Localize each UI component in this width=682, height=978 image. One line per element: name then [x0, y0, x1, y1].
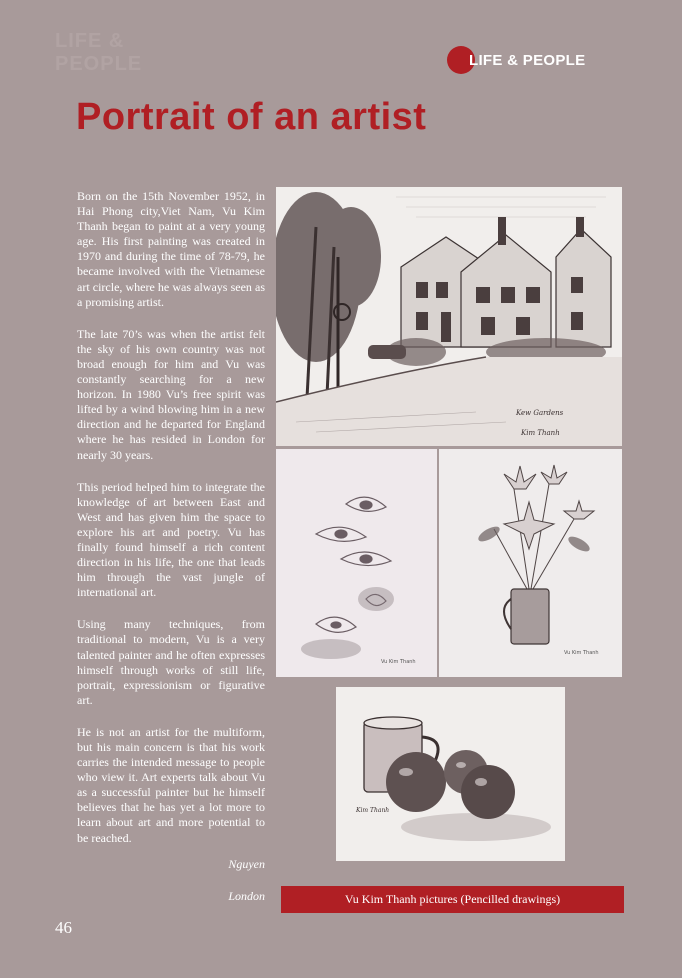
house-drawing: [276, 187, 622, 446]
article-paragraph: Born on the 15th November 1952, in Hai Phong city,Viet Nam, Vu Kim Thanh began to paint at a very young age. His first painting was created in 1970 and during the time of 78-79, he became involved with the Vietnamese art circle, where he was always seen as a promising artist.: [77, 189, 265, 309]
flowers-drawing: [439, 449, 622, 677]
faces-signature: Vu Kim Thanh: [381, 659, 416, 665]
apples-signature: Kim Thanh: [356, 807, 390, 814]
article-paragraph: He is not an artist for the multiform, but his main concern is that his work carries the intended message to people who view it. Art experts talk about Vu as a successful painter but he himself believes that he has yet a lot more to learn about art and more potential to be reached.: [77, 724, 265, 845]
author-location: London: [228, 889, 265, 903]
article-paragraph: The late 70’s was when the artist felt the sky of his own country was not broad enough for him and Vu was constantly searching for a new horizon. In 1980 Vu’s free spirit was lifted by a wind blowing him in a new direction and he departed for England where he has resided in London for nearly 30 years.: [77, 326, 265, 462]
article-body: [77, 189, 265, 863]
house-signature: Kim Thanh: [521, 429, 560, 437]
article-paragraph: Using many techniques, from traditional to modern, Vu is a very talented painter and he often expresses himself through works of still life, portrait, expressionism or figurative art.: [77, 617, 265, 707]
section-tag: [447, 45, 585, 75]
article-paragraph: This period helped him to integrate the knowledge of art between East and West and has given him the space to explore his art and poetry. Vu has finally found himself a rich content direction in his life, the one that leads him through the vast jungle of international art.: [77, 479, 265, 600]
pictures-caption: Vu Kim Thanh pictures (Pencilled drawings): [281, 886, 624, 913]
faces-drawing: [276, 449, 437, 677]
ghost-header-text: LIFE & PEOPLE: [55, 30, 143, 75]
svg-text:Kew Gardens: Kew Gardens: [516, 409, 564, 417]
flowers-signature: Vu Kim Thanh: [564, 650, 599, 656]
apples-drawing: [336, 687, 565, 861]
section-label: LIFE & PEOPLE: [469, 51, 586, 69]
author-name: Nguyen: [228, 857, 265, 871]
page-number: 46: [55, 918, 72, 937]
article-title: Portrait of an artist: [76, 96, 427, 138]
